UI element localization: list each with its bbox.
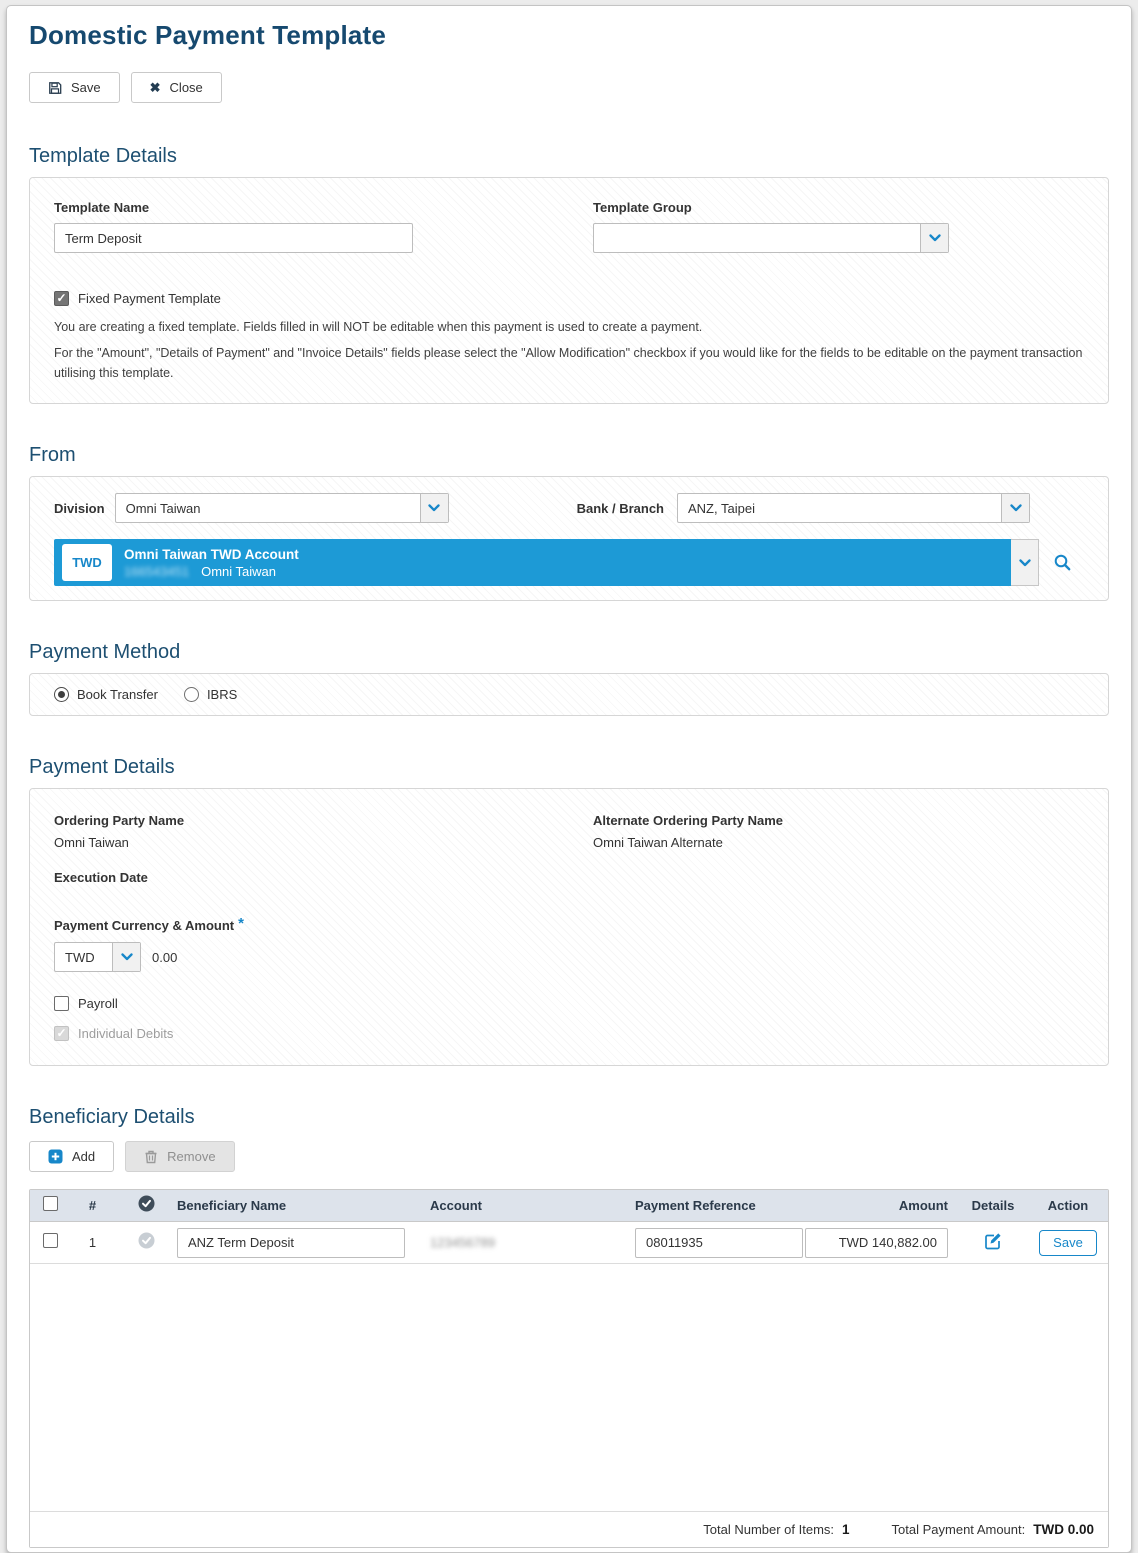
total-items-value: 1 [842, 1522, 850, 1538]
payroll-checkbox[interactable] [54, 996, 69, 1011]
currency-dropdown-button[interactable] [112, 943, 140, 971]
account-dropdown-button[interactable] [1011, 539, 1039, 586]
column-header-action: Action [1047, 1198, 1089, 1214]
beneficiary-table-header [30, 1190, 1108, 1222]
template-group-value [594, 224, 920, 252]
total-amount-label: Total Payment Amount: [891, 1522, 1026, 1538]
template-details-heading: Template Details [29, 145, 177, 167]
fixed-template-checkbox[interactable] [54, 291, 69, 306]
template-name-label: Template Name [54, 200, 150, 215]
add-beneficiary-button[interactable] [29, 1141, 114, 1172]
from-panel [29, 476, 1109, 601]
bank-branch-value: ANZ, Taipei [688, 500, 755, 516]
payment-reference-input[interactable] [635, 1228, 803, 1258]
template-name-input[interactable] [54, 223, 413, 253]
execution-date-label: Execution Date [54, 870, 148, 886]
payroll-checkbox-label: Payroll [78, 996, 118, 1012]
fixed-template-note-1: You are creating a fixed template. Fields filled in will NOT be editable when this payment is used to create a payment. [54, 320, 703, 334]
chevron-down-icon [929, 234, 941, 242]
currency-value: TWD [65, 949, 95, 965]
ordering-party-label: Ordering Party Name [54, 813, 185, 829]
required-asterisk: * [238, 915, 244, 933]
beneficiary-details-heading: Beneficiary Details [29, 1106, 195, 1129]
remove-beneficiary-button [125, 1141, 234, 1172]
account-number-masked: 166543451 [124, 563, 190, 579]
column-header-beneficiary-name: Beneficiary Name [177, 1198, 287, 1214]
check-circle-icon [138, 1232, 155, 1249]
plus-icon [48, 1149, 63, 1164]
payment-details-panel [29, 788, 1109, 1066]
ibrs-radio-item[interactable] [184, 687, 237, 702]
individual-debits-checkbox-row [54, 1026, 1090, 1041]
search-icon [1053, 553, 1072, 572]
beneficiary-table-footer [30, 1511, 1108, 1547]
toolbar [29, 72, 1109, 103]
account-search-button[interactable] [1053, 553, 1072, 572]
row-verified-icon [138, 1232, 155, 1254]
template-group-label: Template Group [593, 200, 692, 215]
ibrs-radio-label: IBRS [206, 687, 238, 703]
template-details-panel [29, 177, 1109, 404]
individual-debits-checkbox [54, 1026, 69, 1041]
book-transfer-radio-item[interactable] [54, 687, 158, 702]
verified-status-column-icon [138, 1195, 155, 1217]
alternate-ordering-party-label: Alternate Ordering Party Name [593, 813, 784, 829]
row-save-button[interactable]: Save [1039, 1230, 1097, 1256]
book-transfer-radio-label: Book Transfer [77, 687, 158, 703]
from-heading: From [29, 444, 76, 467]
page-title: Domestic Payment Template [29, 20, 387, 50]
add-button-label: Add [72, 1149, 96, 1165]
row-account-masked: 123456789 [430, 1235, 496, 1251]
ibrs-radio[interactable] [184, 687, 199, 702]
close-button-label: Close [169, 80, 203, 95]
beneficiary-name-input[interactable] [177, 1228, 405, 1258]
selected-account-bar[interactable] [54, 539, 1011, 586]
template-group-select[interactable] [593, 223, 949, 253]
account-name: Omni Taiwan TWD Account [124, 546, 299, 562]
payment-method-heading: Payment Method [29, 641, 181, 664]
remove-button-label: Remove [167, 1149, 216, 1165]
check-circle-icon [138, 1195, 155, 1212]
account-currency-badge: TWD [62, 544, 112, 581]
template-group-dropdown-button[interactable] [920, 224, 948, 252]
column-header-payment-reference: Payment Reference [635, 1198, 756, 1214]
payment-method-panel [29, 673, 1109, 716]
fixed-template-note-2: For the "Amount", "Details of Payment" and "Invoice Details" fields please select the "Allow Modification" checkbox if you would like for the fields to be editable on the payment transaction utilising this template. [54, 346, 1083, 380]
bank-branch-select[interactable] [677, 493, 1030, 523]
chevron-down-icon [428, 504, 440, 512]
book-transfer-radio[interactable] [54, 687, 69, 702]
select-all-checkbox[interactable] [43, 1196, 58, 1216]
chevron-down-icon [1010, 504, 1022, 512]
individual-debits-checkbox-label: Individual Debits [78, 1026, 174, 1042]
account-owner: Omni Taiwan [201, 563, 276, 579]
chevron-down-icon [1019, 559, 1031, 567]
close-x-icon: ✖ [149, 80, 161, 95]
row-number: 1 [88, 1235, 97, 1251]
ordering-party-value: Omni Taiwan [54, 835, 129, 851]
total-items-label: Total Number of Items: [703, 1522, 835, 1538]
division-label: Division [54, 500, 105, 516]
bank-branch-label: Bank / Branch [576, 500, 664, 516]
column-header-details: Details [971, 1198, 1015, 1214]
column-header-account: Account [430, 1198, 482, 1214]
payment-details-heading: Payment Details [29, 756, 175, 779]
bank-branch-dropdown-button[interactable] [1001, 494, 1029, 522]
payroll-checkbox-row[interactable] [54, 996, 1090, 1011]
payment-currency-amount-label: Payment Currency & Amount [54, 918, 235, 934]
column-header-amount: Amount [898, 1198, 948, 1214]
close-button[interactable] [131, 72, 222, 103]
currency-select[interactable] [54, 942, 141, 972]
floppy-save-icon [48, 81, 62, 95]
row-amount-box: TWD 140,882.00 [805, 1228, 948, 1258]
chevron-down-icon [121, 953, 133, 961]
division-select[interactable] [115, 493, 449, 523]
amount-value: 0.00 [152, 949, 178, 965]
total-amount-value: TWD 0.00 [1033, 1522, 1094, 1538]
row-details-edit-button[interactable] [984, 1231, 1003, 1255]
fixed-template-checkbox-label: Fixed Payment Template [78, 291, 221, 306]
column-header-num: # [88, 1198, 97, 1214]
save-button-label: Save [71, 80, 101, 95]
save-button[interactable] [29, 72, 120, 103]
trash-icon [144, 1149, 158, 1164]
table-empty-area [30, 1264, 1108, 1511]
row-select-checkbox[interactable] [43, 1233, 58, 1253]
beneficiary-table-row [30, 1222, 1108, 1264]
division-dropdown-button[interactable] [420, 494, 448, 522]
alternate-ordering-party-value: Omni Taiwan Alternate [593, 835, 723, 851]
beneficiary-table [29, 1189, 1109, 1548]
division-value: Omni Taiwan [125, 500, 201, 516]
main-card [6, 5, 1132, 1553]
edit-pencil-icon [984, 1231, 1003, 1250]
fixed-template-checkbox-row[interactable] [54, 291, 1084, 306]
